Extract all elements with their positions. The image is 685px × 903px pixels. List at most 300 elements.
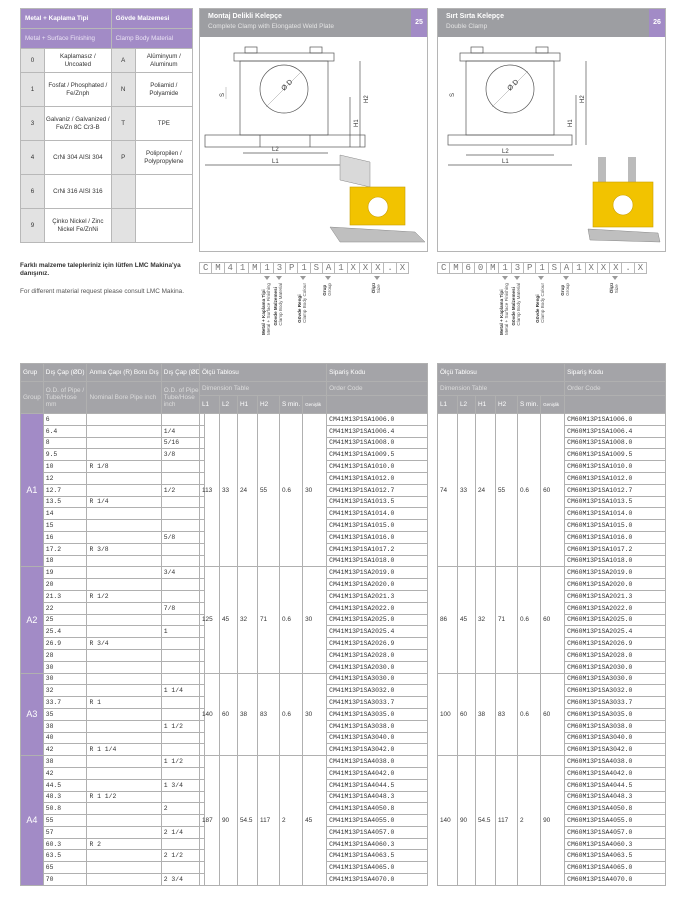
dim-value: 38 bbox=[238, 673, 258, 756]
dim-value: 30 bbox=[303, 673, 327, 756]
order-code-title: Sipariş Kodu bbox=[565, 364, 666, 382]
dim-value: 60 bbox=[541, 567, 565, 673]
material-row bbox=[21, 107, 193, 141]
col-grup: Grup bbox=[21, 364, 44, 382]
order-code: CM41M13P1SA4065.0 bbox=[327, 862, 428, 874]
table-row bbox=[21, 543, 205, 555]
nominal-bore bbox=[87, 779, 161, 791]
order-code: CM60M13P1SA2026.9 bbox=[565, 638, 666, 650]
table-row bbox=[21, 425, 205, 437]
od-mm: 12.7 bbox=[43, 484, 87, 496]
nominal-bore: R 1 bbox=[87, 697, 161, 709]
order-code: CM41M13P1SA2028.0 bbox=[327, 649, 428, 661]
dimension-title: Ölçü Tablosu bbox=[438, 364, 565, 382]
material-row bbox=[21, 175, 193, 209]
dim-value: 140 bbox=[200, 673, 220, 756]
nominal-bore bbox=[87, 649, 161, 661]
od-label: Ø D bbox=[280, 78, 295, 93]
od-mm: 18 bbox=[43, 555, 87, 567]
code-label-en: Group bbox=[565, 283, 570, 296]
material-row bbox=[21, 73, 193, 107]
clamp-render bbox=[330, 155, 425, 242]
dim-value: 33 bbox=[220, 414, 238, 567]
dim-value: 86 bbox=[438, 567, 458, 673]
order-code: CM41M13P1SA1009.5 bbox=[327, 449, 428, 461]
order-code: CM60M13P1SA2022.0 bbox=[565, 602, 666, 614]
nominal-bore bbox=[87, 826, 161, 838]
dim-value: 0.6 bbox=[280, 673, 303, 756]
header-row bbox=[200, 364, 428, 382]
od-inch: 2 1/4 bbox=[161, 826, 205, 838]
code-char: X bbox=[585, 262, 598, 274]
dim-col: L2 bbox=[220, 396, 238, 414]
order-code: CM41M13P1SA4063.5 bbox=[327, 850, 428, 862]
code-char: X bbox=[634, 262, 647, 274]
order-col bbox=[327, 396, 428, 414]
order-code: CM60M13P1SA1010.0 bbox=[565, 461, 666, 473]
note-en: For different material request please consult LMC Makina. bbox=[20, 288, 184, 295]
table-row bbox=[21, 697, 205, 709]
dim-value: 33 bbox=[458, 414, 476, 567]
table-row bbox=[21, 850, 205, 862]
panel-subtitle: Double Clamp bbox=[446, 23, 488, 30]
nominal-bore bbox=[87, 626, 161, 638]
table-row bbox=[21, 449, 205, 461]
code-label-tr: Gövde Malzemesi bbox=[272, 287, 278, 326]
table-row bbox=[21, 673, 205, 685]
order-code: CM41M13P1SA3033.7 bbox=[327, 697, 428, 709]
dim-value: 45 bbox=[458, 567, 476, 673]
order-code: CM60M13P1SA4038.0 bbox=[565, 756, 666, 768]
code-char: 4 bbox=[224, 262, 237, 274]
col-dis-cap-en: O.D. of Pipe / Tube/Hose mm bbox=[43, 382, 87, 414]
dim-value: 55 bbox=[496, 414, 518, 567]
dim-value: 24 bbox=[238, 414, 258, 567]
dimension-title: Ölçü Tablosu bbox=[200, 364, 327, 382]
order-code: CM41M13P1SA2019.0 bbox=[327, 567, 428, 579]
od-mm: 38 bbox=[43, 720, 87, 732]
finish-name: CrNi 304 AISI 304 bbox=[45, 141, 112, 175]
code-label bbox=[297, 283, 307, 323]
code-char: S bbox=[548, 262, 561, 274]
nominal-bore: R 1/4 bbox=[87, 496, 161, 508]
nominal-bore bbox=[87, 484, 161, 496]
finish-code: 9 bbox=[21, 209, 45, 243]
table-row bbox=[438, 414, 666, 426]
od-mm: 28 bbox=[43, 649, 87, 661]
dim-value: 24 bbox=[476, 414, 496, 567]
code-arrow bbox=[374, 276, 380, 280]
code-label-tr: Ölçü bbox=[609, 283, 615, 294]
s-label: S bbox=[450, 92, 456, 97]
od-mm: 19 bbox=[43, 567, 87, 579]
code-label-tr: Grup bbox=[560, 284, 565, 296]
finish-name: Fosfat / Phosphated / Fe/Znph bbox=[45, 73, 112, 107]
order-code: CM41M13P1SA1006.0 bbox=[327, 414, 428, 426]
dim-value: 71 bbox=[258, 567, 280, 673]
od-mm: 42 bbox=[43, 744, 87, 756]
dim-value: 60 bbox=[458, 673, 476, 756]
dim-value: 0.6 bbox=[518, 567, 541, 673]
table-row bbox=[21, 590, 205, 602]
table-row bbox=[21, 756, 205, 768]
table-row bbox=[21, 720, 205, 732]
code-char: A bbox=[560, 262, 573, 274]
dim-col: H1 bbox=[238, 396, 258, 414]
header-row bbox=[438, 364, 666, 382]
dim-col: L1 bbox=[438, 396, 458, 414]
nominal-bore: R 1/8 bbox=[87, 461, 161, 473]
order-code: CM60M13P1SA2021.3 bbox=[565, 590, 666, 602]
header-row bbox=[200, 382, 428, 396]
nominal-bore bbox=[87, 850, 161, 862]
order-code: CM41M13P1SA4038.0 bbox=[327, 756, 428, 768]
order-code: CM41M13P1SA3038.0 bbox=[327, 720, 428, 732]
order-code: CM41M13P1SA3030.0 bbox=[327, 673, 428, 685]
order-code: CM41M13P1SA3042.0 bbox=[327, 744, 428, 756]
table-row bbox=[200, 567, 428, 579]
order-col bbox=[565, 396, 666, 414]
order-code: CM60M13P1SA4042.0 bbox=[565, 767, 666, 779]
body-header-en: Clamp Body Material bbox=[111, 29, 192, 49]
code-char: 1 bbox=[498, 262, 511, 274]
dim-value: 117 bbox=[496, 756, 518, 886]
order-code: CM41M13P1SA1013.5 bbox=[327, 496, 428, 508]
table-row bbox=[21, 661, 205, 673]
code-arrow bbox=[502, 276, 508, 280]
od-mm: 42 bbox=[43, 767, 87, 779]
code-char: S bbox=[310, 262, 323, 274]
order-code: CM60M13P1SA4048.3 bbox=[565, 791, 666, 803]
dimension-title-en: Dimension Table bbox=[438, 382, 565, 396]
order-code: CM60M13P1SA1012.7 bbox=[565, 484, 666, 496]
l1-label: L1 bbox=[502, 159, 509, 165]
od-mm: 32 bbox=[43, 685, 87, 697]
od-inch: 3/4 bbox=[161, 567, 205, 579]
code-char: A bbox=[322, 262, 335, 274]
order-code: CM60M13P1SA1012.0 bbox=[565, 472, 666, 484]
code-char: . bbox=[383, 262, 396, 274]
finish-name: CrNi 316 AISI 316 bbox=[45, 175, 112, 209]
code-char: 3 bbox=[273, 262, 286, 274]
nominal-bore bbox=[87, 472, 161, 484]
dim-col: H2 bbox=[496, 396, 518, 414]
order-code: CM41M13P1SA1017.2 bbox=[327, 543, 428, 555]
dim-value: 74 bbox=[438, 414, 458, 567]
nominal-bore bbox=[87, 520, 161, 532]
header-row bbox=[438, 382, 666, 396]
panel-title: Montaj Delikli Kelepçe bbox=[208, 13, 282, 20]
dim-value: 71 bbox=[496, 567, 518, 673]
body-code: N bbox=[111, 73, 135, 107]
body-code: P bbox=[111, 141, 135, 175]
od-mm: 30 bbox=[43, 673, 87, 685]
dim-col: H2 bbox=[258, 396, 280, 414]
code-arrow bbox=[538, 276, 544, 280]
col-anma-en: Nominal Bore Pipe inch bbox=[87, 382, 161, 414]
order-code: CM60M13P1SA3033.7 bbox=[565, 697, 666, 709]
col-dis-cap-inch: Dış Çap (ØD) bbox=[161, 364, 205, 382]
code-arrow bbox=[325, 276, 331, 280]
nominal-bore: R 2 bbox=[87, 838, 161, 850]
od-mm: 8 bbox=[43, 437, 87, 449]
panel-title: Sırt Sırta Kelepçe bbox=[446, 13, 504, 20]
code-arrow bbox=[514, 276, 520, 280]
code-label-en: Size bbox=[376, 284, 382, 294]
order-code: CM41M13P1SA1010.0 bbox=[327, 461, 428, 473]
dim-value: 90 bbox=[541, 756, 565, 886]
body-material: Polipropilen / Polypropylene bbox=[135, 141, 192, 175]
order-code: CM60M13P1SA1014.0 bbox=[565, 508, 666, 520]
order-code: CM60M13P1SA1018.0 bbox=[565, 555, 666, 567]
finish-name: Kaplamasız / Uncoated bbox=[45, 49, 112, 73]
order-code: CM60M13P1SA4063.5 bbox=[565, 850, 666, 862]
order-code: CM41M13P1SA1014.0 bbox=[327, 508, 428, 520]
table-row bbox=[21, 767, 205, 779]
header-row bbox=[438, 396, 666, 414]
order-code: CM60M13P1SA4055.0 bbox=[565, 815, 666, 827]
table-row bbox=[21, 531, 205, 543]
col-dis-cap-inch-en: O.D. of Pipe / Tube/Hose inch bbox=[161, 382, 205, 414]
od-mm: 57 bbox=[43, 826, 87, 838]
code-label-en: Group bbox=[327, 283, 332, 296]
code-arrow bbox=[276, 276, 282, 280]
code-char: 1 bbox=[535, 262, 548, 274]
code-label-en: Metal + Surface Finishing bbox=[503, 283, 509, 335]
code-char: P bbox=[285, 262, 298, 274]
table-row bbox=[21, 732, 205, 744]
order-code: CM60M13P1SA2028.0 bbox=[565, 649, 666, 661]
material-row bbox=[21, 49, 193, 73]
dim-value: 83 bbox=[496, 673, 518, 756]
dim-col: Genişlik bbox=[303, 396, 327, 414]
od-mm: 55 bbox=[43, 815, 87, 827]
l2-label: L2 bbox=[502, 149, 509, 155]
code-label-en: Size bbox=[614, 284, 620, 294]
finish-name: Galvaniz / Galvanized / Fe/Zn 8C Cr3-B bbox=[45, 107, 112, 141]
order-code: CM60M13P1SA2025.4 bbox=[565, 626, 666, 638]
code-char: P bbox=[523, 262, 536, 274]
order-code: CM60M13P1SA1008.0 bbox=[565, 437, 666, 449]
od-inch: 5/16 bbox=[161, 437, 205, 449]
group-cell: A1 bbox=[21, 414, 44, 567]
table-row bbox=[21, 779, 205, 791]
order-code: CM41M13P1SA4050.8 bbox=[327, 803, 428, 815]
table-row bbox=[21, 638, 205, 650]
order-code: CM41M13P1SA2030.0 bbox=[327, 661, 428, 673]
nominal-bore bbox=[87, 815, 161, 827]
body-code: A bbox=[111, 49, 135, 73]
od-mm: 6.4 bbox=[43, 425, 87, 437]
order-code: CM60M13P1SA1009.5 bbox=[565, 449, 666, 461]
material-header-tr: Metal + Kaplama Tipi bbox=[21, 9, 112, 29]
finish-code: 3 bbox=[21, 107, 45, 141]
l1-label: L1 bbox=[272, 159, 279, 165]
code-char: C bbox=[437, 262, 450, 274]
code-char: M bbox=[211, 262, 224, 274]
dim-value: 0.6 bbox=[518, 414, 541, 567]
code-char: 3 bbox=[511, 262, 524, 274]
dim-value: 90 bbox=[458, 756, 476, 886]
table-row bbox=[21, 862, 205, 874]
code-char: X bbox=[396, 262, 409, 274]
table-row bbox=[200, 756, 428, 768]
table-row bbox=[21, 791, 205, 803]
note-tr: Farklı malzeme talepleriniz için lütfen LMC Makina'ya danışınız. bbox=[20, 262, 181, 277]
group-cell: A2 bbox=[21, 567, 44, 673]
od-mm: 70 bbox=[43, 874, 87, 886]
code-arrow bbox=[264, 276, 270, 280]
order-code: CM41M13P1SA2026.9 bbox=[327, 638, 428, 650]
od-inch: 3/8 bbox=[161, 449, 205, 461]
dim-value: 0.6 bbox=[280, 567, 303, 673]
od-inch: 2 bbox=[161, 803, 205, 815]
dim-value: 60 bbox=[541, 673, 565, 756]
nominal-bore bbox=[87, 874, 161, 886]
nominal-bore bbox=[87, 720, 161, 732]
dim-value: 30 bbox=[303, 567, 327, 673]
od-mm: 12 bbox=[43, 472, 87, 484]
dim-col: H1 bbox=[476, 396, 496, 414]
od-mm: 38 bbox=[43, 756, 87, 768]
od-mm: 10 bbox=[43, 461, 87, 473]
table-row bbox=[21, 838, 205, 850]
code-label-tr: Gövde Malzemesi bbox=[510, 287, 516, 326]
dimension-title-en: Dimension Table bbox=[200, 382, 327, 396]
order-code: CM60M13P1SA2030.0 bbox=[565, 661, 666, 673]
order-code: CM60M13P1SA4057.0 bbox=[565, 826, 666, 838]
dim-value: 0.6 bbox=[518, 673, 541, 756]
table-row bbox=[21, 520, 205, 532]
order-code: CM60M13P1SA3040.0 bbox=[565, 732, 666, 744]
code-label-tr: Ölçü bbox=[371, 283, 377, 294]
od-mm: 6 bbox=[43, 414, 87, 426]
panel-header bbox=[200, 9, 427, 37]
table-row bbox=[21, 744, 205, 756]
od-mm: 21.3 bbox=[43, 590, 87, 602]
table-row bbox=[21, 496, 205, 508]
code-char: 1 bbox=[260, 262, 273, 274]
order-code: CM60M13P1SA1006.0 bbox=[565, 414, 666, 426]
order-code: CM41M13P1SA3032.0 bbox=[327, 685, 428, 697]
code-char: 1 bbox=[297, 262, 310, 274]
order-code: CM60M13P1SA4060.3 bbox=[565, 838, 666, 850]
table-row bbox=[21, 437, 205, 449]
body-material: Poliamid / Polyamide bbox=[135, 73, 192, 107]
code-char: M bbox=[449, 262, 462, 274]
nominal-bore bbox=[87, 425, 161, 437]
order-code: CM60M13P1SA2025.0 bbox=[565, 614, 666, 626]
order-code: CM60M13P1SA2020.0 bbox=[565, 579, 666, 591]
od-inch: 2 3/4 bbox=[161, 874, 205, 886]
dim-value: 32 bbox=[238, 567, 258, 673]
panel-subtitle: Complete Clamp with Elongated Weld Plate bbox=[208, 23, 334, 30]
od-mm: 13.5 bbox=[43, 496, 87, 508]
table-row bbox=[21, 472, 205, 484]
nominal-bore bbox=[87, 673, 161, 685]
dim-value: 83 bbox=[258, 673, 280, 756]
material-row bbox=[21, 141, 193, 175]
order-code: CM41M13P1SA4044.5 bbox=[327, 779, 428, 791]
od-mm: 15 bbox=[43, 520, 87, 532]
od-inch: 1/2 bbox=[161, 484, 205, 496]
nominal-bore bbox=[87, 767, 161, 779]
dim-value: 2 bbox=[280, 756, 303, 886]
order-code: CM60M13P1SA4050.8 bbox=[565, 803, 666, 815]
code-label bbox=[560, 283, 570, 296]
order-code: CM60M13P1SA3038.0 bbox=[565, 720, 666, 732]
dim-value: 30 bbox=[303, 414, 327, 567]
table-row bbox=[21, 414, 205, 426]
code-label bbox=[261, 283, 271, 335]
product-panel-double bbox=[437, 8, 666, 252]
code-char: X bbox=[359, 262, 372, 274]
dim-value: 187 bbox=[200, 756, 220, 886]
od-label: Ø D bbox=[506, 78, 521, 93]
order-code: CM60M13P1SA3030.0 bbox=[565, 673, 666, 685]
order-code: CM41M13P1SA4042.0 bbox=[327, 767, 428, 779]
order-code: CM41M13P1SA4055.0 bbox=[327, 815, 428, 827]
order-code: CM41M13P1SA1018.0 bbox=[327, 555, 428, 567]
order-code: CM60M13P1SA2019.0 bbox=[565, 567, 666, 579]
code-label bbox=[609, 283, 619, 293]
dim-col: Genişlik bbox=[541, 396, 565, 414]
od-mm: 22 bbox=[43, 602, 87, 614]
od-mm: 65 bbox=[43, 862, 87, 874]
nominal-bore bbox=[87, 567, 161, 579]
dim-value: 45 bbox=[303, 756, 327, 886]
order-code: CM60M13P1SA4065.0 bbox=[565, 862, 666, 874]
order-code: CM41M13P1SA1006.4 bbox=[327, 425, 428, 437]
code-label-tr: Metal + Kaplama Tipi bbox=[498, 289, 504, 335]
s-label: S bbox=[220, 92, 226, 97]
col-dis-cap: Dış Çap (ØD) bbox=[43, 364, 87, 382]
od-mm: 20 bbox=[43, 579, 87, 591]
order-code: CM41M13P1SA3040.0 bbox=[327, 732, 428, 744]
dim-value: 2 bbox=[518, 756, 541, 886]
header-row bbox=[200, 396, 428, 414]
code-char: 1 bbox=[334, 262, 347, 274]
code-char: X bbox=[609, 262, 622, 274]
order-code: CM60M13P1SA1013.5 bbox=[565, 496, 666, 508]
table-row bbox=[21, 555, 205, 567]
order-code: CM41M13P1SA1016.0 bbox=[327, 531, 428, 543]
od-mm: 25.4 bbox=[43, 626, 87, 638]
order-code: CM41M13P1SA2022.0 bbox=[327, 602, 428, 614]
table-row bbox=[21, 626, 205, 638]
dim-value: 113 bbox=[200, 414, 220, 567]
dim-value: 90 bbox=[220, 756, 238, 886]
dim-value: 140 bbox=[438, 756, 458, 886]
nominal-bore bbox=[87, 614, 161, 626]
body-material: Alüminyum / Aluminum bbox=[135, 49, 192, 73]
od-mm: 14 bbox=[43, 508, 87, 520]
table-row bbox=[200, 673, 428, 685]
code-label-en: Clamp Body Material bbox=[277, 283, 283, 326]
nominal-bore bbox=[87, 602, 161, 614]
code-label bbox=[273, 283, 283, 326]
code-label bbox=[371, 283, 381, 293]
col-grup-en: Group bbox=[21, 382, 44, 414]
code-char: . bbox=[621, 262, 634, 274]
h1-label: H1 bbox=[354, 119, 360, 127]
nominal-bore bbox=[87, 414, 161, 426]
code-char: X bbox=[347, 262, 360, 274]
od-mm: 30 bbox=[43, 661, 87, 673]
dim-value: 60 bbox=[220, 673, 238, 756]
nominal-bore: R 1 1/2 bbox=[87, 791, 161, 803]
material-row bbox=[21, 209, 193, 243]
